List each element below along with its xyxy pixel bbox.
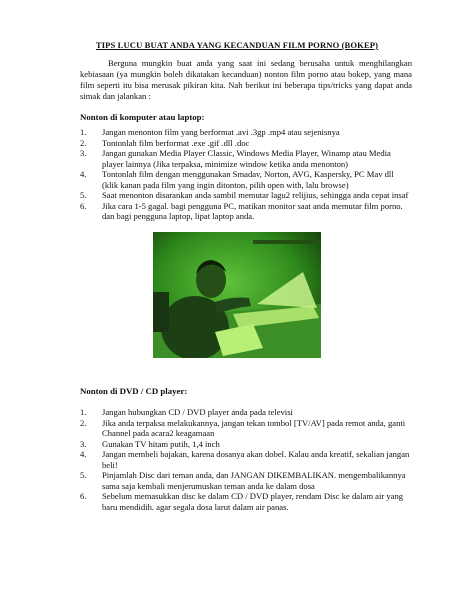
list-item [80,418,412,439]
list-item-text: Jangan menonton film yang berformat .avi .3gp .mp4 atau sejenisnya [102,127,340,137]
list-item-text: Saat menonton disarankan anda sambil memutar lagu2 relijius, sehingga anda cepat insaf [102,190,409,200]
photo-illustration [153,232,321,358]
computer-tips-list [80,127,412,222]
list-item [80,138,412,149]
list-item [80,491,412,512]
list-item-text: Pinjamlah Disc dari teman anda, dan JANGAN DIKEMBALIKAN. mengembalikannya sama saja kembali menjerumuskan teman anda ke dalam dosa [102,470,406,491]
list-item [80,148,412,169]
page-title: TIPS LUCU BUAT ANDA YANG KECANDUAN FILM PORNO (BOKEP) [95,40,379,50]
list-item-text: Jika cara 1-5 gagal. bagi pengguna PC, matikan monitor saat anda memutar film porno. dan bagi pengguna laptop, lipat laptop anda. [102,200,403,221]
list-item-text: Jangan hubungkan CD / DVD player anda pada televisi [102,407,293,417]
list-item-text: Jika anda terpaksa melakukannya, jangan tekan tombol [TV/AV] pada remot anda, ganti Channel pada acara2 keagamaan [102,417,406,438]
list-item [80,449,412,470]
list-item-number: 1. [80,407,87,417]
list-item-number: 2. [80,137,87,148]
list-item-number: 1. [80,127,87,137]
list-item [80,201,412,222]
list-item-text: Sebelum memasukkan disc ke dalam CD / DVD player, rendam Disc ke dalam air yang baru mendidih. agar segala dosa larut dalam air panas. [102,491,404,512]
list-item-text: Tontonlah film berformat .exe .gif .dll .doc [102,137,250,148]
section-heading-computer: Nonton di komputer atau laptop: [80,112,205,122]
photo-man-at-laptop [153,232,321,358]
list-item-number: 4. [80,449,87,459]
list-item-number: 3. [80,438,87,449]
dvd-tips-list [80,407,412,512]
list-item-number: 6. [80,200,87,211]
list-item [80,470,412,491]
list-item [80,190,412,201]
list-item-text: Jangan membeli bajakan, karena dosanya akan dobel. Kalau anda kreatif, sekalian jangan beli! [102,449,410,470]
section-heading-dvd: Nonton di DVD / CD player: [80,386,188,396]
list-item [80,127,412,138]
list-item-text: Gunakan TV hitam putih, 1,4 inch [102,438,220,449]
list-item-text: Jangan gunakan Media Player Classic, Windows Media Player, Winamp atau Media player lainnya (Jika terpaksa, minimize window ketika anda menonton) [102,148,391,169]
list-item-number: 2. [80,417,87,428]
intro-paragraph: Berguna mungkin buat anda yang saat ini sedang berusaha untuk menghilangkan kebiasaan (ya mungkin boleh dikatakan kecanduan) nonton film porno atau bokep, yang mana film seperti itu bisa merusak pikiran kita. Nah berikut ini beberapa tips/tricks yang dapat anda simak dan jalankan : [80,58,412,101]
list-item-number: 3. [80,148,87,158]
list-item [80,407,412,418]
list-item-number: 6. [80,491,87,501]
list-item-number: 5. [80,190,87,200]
list-item-number: 4. [80,169,87,179]
list-item-text: Tontonlah film dengan menggunakan Smadav, Norton, AVG, Kaspersky, PC Mav dll (klik kanan pada film yang ingin ditonton, pilih open with, lalu browse) [102,169,394,190]
list-item [80,169,412,190]
list-item-number: 5. [80,470,87,480]
list-item [80,439,412,450]
